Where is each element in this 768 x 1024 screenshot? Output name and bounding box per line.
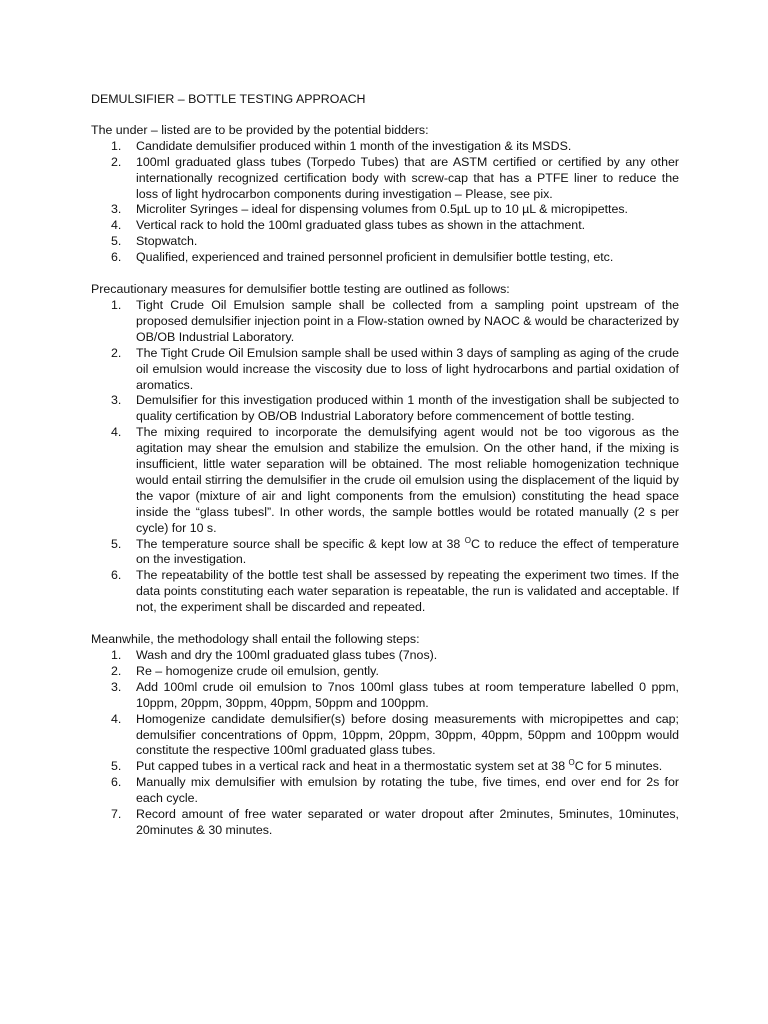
list-item: 5. The temperature source shall be specific & kept low at 38 $^O$C to reduce the effect of temperature on the investigation. [111, 535, 679, 567]
section3-intro: Meanwhile, the methodology shall entail the following steps: [91, 632, 420, 647]
list-item: 6. Manually mix demulsifier with emulsion by rotating the tube, five times, end over end for 2s for each cycle. [111, 775, 679, 806]
list-item: 3. Microliter Syringes – ideal for dispensing volumes from 0.5µL up to 10 µL & micropipettes. [111, 202, 629, 217]
precautionary-measures-list [91, 298, 679, 616]
document-title: DEMULSIFIER – BOTTLE TESTING APPROACH [91, 92, 366, 106]
document-page [91, 92, 679, 855]
section2-intro: Precautionary measures for demulsifier bottle testing are outlined as follows: [91, 282, 510, 297]
list-item: 6. The repeatability of the bottle test shall be assessed by repeating the experiment two times. If the data points constituting each water separation is repeatable, the run is validated and acceptable. If not, the experiment shall be discarded and repeated. [111, 568, 679, 615]
list-item: 1. Tight Crude Oil Emulsion sample shall be collected from a sampling point upstream of the proposed demulsifier injection point in a Flow-station owned by NAOC & would be characterized by OB/OB Industrial Laboratory. [111, 297, 679, 344]
list-item: 4. Vertical rack to hold the 100ml graduated glass tubes as shown in the attachment. [111, 218, 586, 233]
methodology-steps-list [91, 648, 679, 839]
list-item: 2. Re – homogenize crude oil emulsion, gently. [111, 663, 379, 678]
bidder-requirements-list [91, 139, 679, 266]
list-item: 3. Demulsifier for this investigation produced within 1 month of the investigation shall be subjected to quality certification by OB/OB Industrial Laboratory before commencement of bottle testing. [111, 393, 679, 424]
list-item: 2. 100ml graduated glass tubes (Torpedo Tubes) that are ASTM certified or certified by any other internationally recognized certification body with screw-cap that has a PTFE liner to reduce the loss of light hydrocarbon components during investigation – Please, see pix. [111, 154, 679, 201]
list-item: 4. Homogenize candidate demulsifier(s) before dosing measurements with micropipettes and cap; demulsifier concentrations of 0ppm, 10ppm, 20ppm, 30ppm, 40ppm, 50ppm and 100ppm would constitute the respective 100ml graduated glass tubes. [111, 711, 679, 758]
list-item: 7. Record amount of free water separated or water dropout after 2minutes, 5minutes, 10minutes, 20minutes & 30 minutes. [111, 807, 679, 837]
section1-intro: The under – listed are to be provided by the potential bidders: [91, 122, 429, 137]
degree-superscript: O [568, 758, 575, 768]
list-item: 3. Add 100ml crude oil emulsion to 7nos 100ml glass tubes at room temperature labelled 0 ppm, 10ppm, 20ppm, 30ppm, 40ppm, 50ppm and 100ppm. [111, 679, 679, 710]
list-item: 2. The Tight Crude Oil Emulsion sample shall be used within 3 days of sampling as aging of the crude oil emulsion would increase the viscosity due to loss of light hydrocarbons and partial oxidation of aromatics. [111, 345, 679, 392]
list-item: 4. The mixing required to incorporate the demulsifying agent would not be too vigorous as the agitation may shear the emulsion and stabilize the emulsion. On the other hand, if the mixing is insufficient, little water separation will be obtained. The most reliable homogenization technique would entail stirring the demulsifier in the crude oil emulsion using the displacement of the liquid by the vapor (mixture of air and light components from the emulsion) constituting the head space inside the “glass tubesl”. In other words, the sample bottles would be rotated manually (2 s per cycle) for 10 s. [111, 425, 679, 535]
list-item: 5. Put capped tubes in a vertical rack and heat in a thermostatic system set at 38 $^O$C for 5 minutes. [111, 758, 663, 774]
list-item: 1. Wash and dry the 100ml graduated glass tubes (7nos). [111, 648, 438, 662]
list-item: 1. Candidate demulsifier produced within 1 month of the investigation & its MSDS. [111, 138, 572, 153]
list-item: 6. Qualified, experienced and trained personnel proficient in demulsifier bottle testing, etc. [111, 250, 614, 265]
list-item: 5. Stopwatch. [111, 234, 198, 249]
degree-superscript: O [464, 535, 471, 545]
